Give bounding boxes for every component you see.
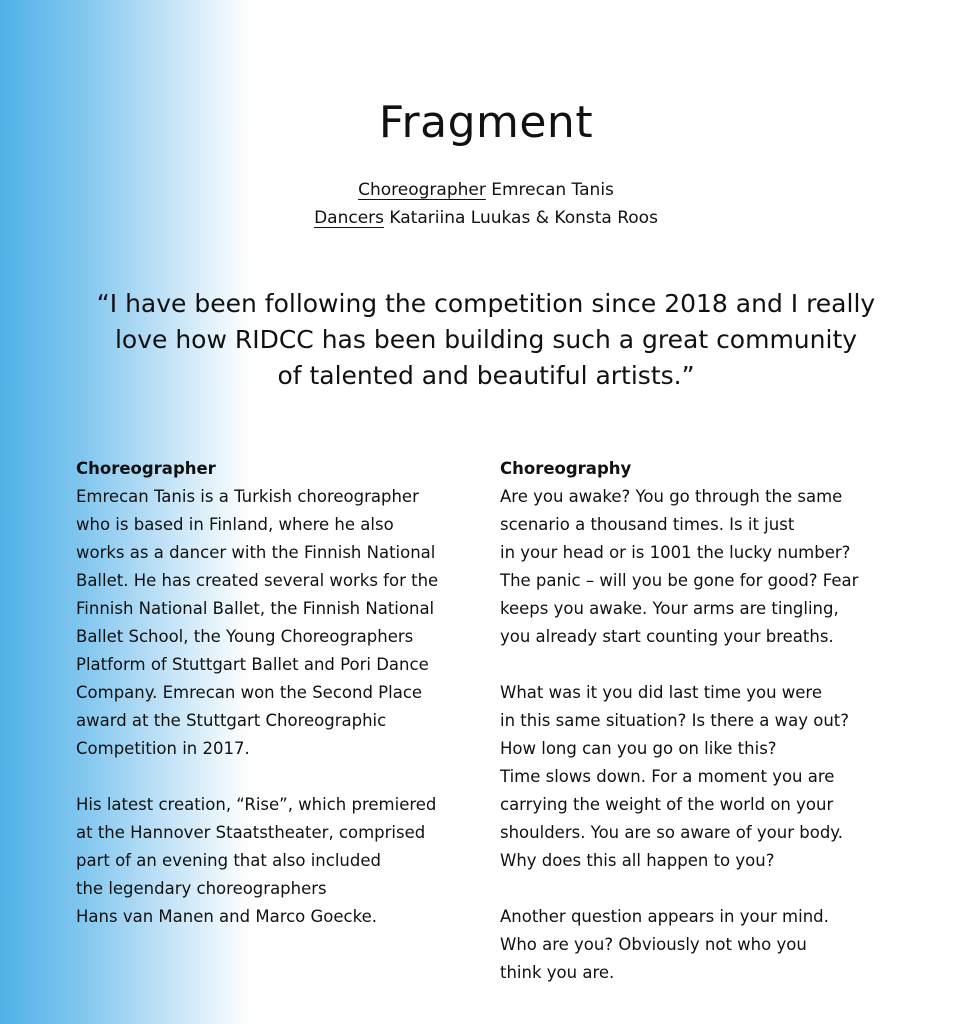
text-line: Ballet. He has created several works for the — [76, 571, 439, 590]
text-line: shoulders. You are so aware of your body. — [500, 823, 843, 842]
text-line: part of an evening that also included — [76, 851, 381, 870]
column-heading: Choreography — [500, 459, 632, 478]
text-line: Emrecan Tanis is a Turkish choreographer — [76, 487, 419, 506]
choreographer-bio-column — [76, 455, 476, 931]
text-line: you already start counting your breaths. — [500, 627, 834, 646]
text-line: carrying the weight of the world on your — [500, 795, 834, 814]
pull-quote — [60, 286, 912, 394]
credit-name: Emrecan Tanis — [491, 180, 614, 200]
text-line: Who are you? Obviously not who you — [500, 935, 807, 954]
text-line: works as a dancer with the Finnish National — [76, 543, 436, 562]
text-line: What was it you did last time you were — [500, 683, 822, 702]
text-line: keeps you awake. Your arms are tingling, — [500, 599, 839, 618]
text-line: Time slows down. For a moment you are — [500, 767, 835, 786]
quote-line: love how RIDCC has been building such a great community — [114, 325, 858, 354]
credit-role-label: Choreographer — [358, 180, 486, 200]
text-line: Why does this all happen to you? — [500, 851, 775, 870]
text-line: His latest creation, “Rise”, which premiered — [76, 795, 437, 814]
paragraph-gap — [76, 763, 476, 791]
text-line: Are you awake? You go through the same — [500, 487, 843, 506]
credit-line-choreographer — [0, 176, 972, 204]
bio-paragraph-1 — [76, 483, 476, 763]
choreography-description-column — [500, 455, 900, 987]
text-line: at the Hannover Staatstheater, comprised — [76, 823, 426, 842]
column-heading: Choreographer — [76, 459, 216, 478]
page-title: Fragment — [378, 97, 594, 149]
text-line: Company. Emrecan won the Second Place — [76, 683, 423, 702]
text-line: Ballet School, the Young Choreographers — [76, 627, 414, 646]
text-line: The panic – will you be gone for good? Fear — [500, 571, 859, 590]
text-line: in your head or is 1001 the lucky number? — [500, 543, 851, 562]
credit-role-label: Dancers — [314, 208, 384, 228]
paragraph-gap — [500, 651, 900, 679]
text-line: scenario a thousand times. Is it just — [500, 515, 795, 534]
text-line: How long can you go on like this? — [500, 739, 777, 758]
description-paragraph-2 — [500, 679, 900, 875]
text-line: Hans van Manen and Marco Goecke. — [76, 907, 377, 926]
text-line: Platform of Stuttgart Ballet and Pori Dance — [76, 655, 429, 674]
credit-line-dancers — [0, 204, 972, 232]
text-line: Competition in 2017. — [76, 739, 250, 758]
text-line: Another question appears in your mind. — [500, 907, 829, 926]
bio-paragraph-2 — [76, 791, 476, 931]
quote-line: of talented and beautiful artists.” — [277, 361, 695, 390]
text-line: who is based in Finland, where he also — [76, 515, 394, 534]
description-paragraph-3 — [500, 903, 900, 987]
text-line: in this same situation? Is there a way out? — [500, 711, 849, 730]
text-line: think you are. — [500, 963, 615, 982]
text-line: award at the Stuttgart Choreographic — [76, 711, 387, 730]
text-line: the legendary choreographers — [76, 879, 327, 898]
paragraph-gap — [500, 875, 900, 903]
description-paragraph-1 — [500, 483, 900, 651]
credits-block — [0, 176, 972, 232]
credit-name: Katariina Luukas & Konsta Roos — [389, 208, 658, 228]
quote-line: “I have been following the competition since 2018 and I really — [96, 289, 876, 318]
text-line: Finnish National Ballet, the Finnish National — [76, 599, 435, 618]
